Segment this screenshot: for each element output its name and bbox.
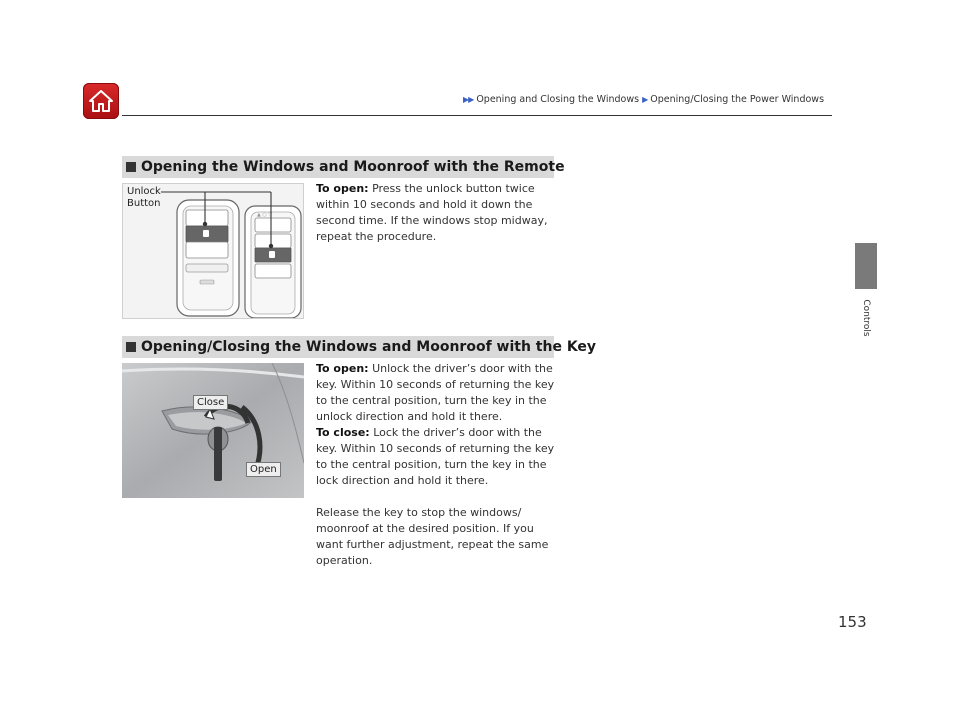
to-open-label: To open: (316, 182, 369, 195)
bullet-square-icon (126, 342, 136, 352)
breadcrumb-item[interactable]: Opening/Closing the Power Windows (650, 94, 825, 105)
to-open-text: Unlock the driver’s door with the key. Within 10 seconds of returning the key to the central position, turn the key in the unlock direction and hold it there. (316, 362, 555, 423)
breadcrumb-arrow-icon: ▶▶ (463, 95, 474, 104)
key-instructions (316, 361, 556, 569)
chapter-tab-label: Controls (861, 299, 871, 337)
section-heading-remote (122, 156, 565, 178)
breadcrumb-item[interactable]: Opening and Closing the Windows (476, 94, 640, 105)
bullet-square-icon (126, 162, 136, 172)
to-close-text: Lock the driver’s door with the key. Within 10 seconds of returning the key to the central position, turn the key in the lock direction and hold it there. (316, 426, 555, 487)
door-key-illustration (122, 363, 304, 498)
remote-instructions (316, 181, 556, 245)
to-close-label: To close: (316, 426, 370, 439)
svg-text:▲ ○ ▽: ▲ ○ ▽ (257, 212, 273, 218)
header-rule (122, 115, 832, 116)
open-callout: Open (246, 462, 281, 477)
door-key-figure (122, 363, 304, 498)
release-text: Release the key to stop the windows/ moonroof at the desired position. If you want further adjustment, repeat the same operation. (316, 506, 549, 567)
close-callout: Close (193, 395, 228, 410)
chapter-tab[interactable] (855, 243, 877, 289)
page-number: 153 (838, 613, 867, 631)
to-open-text: Press the unlock button twice within 10 seconds and hold it down the second time. If the windows stop midway, repeat the procedure. (316, 182, 548, 243)
to-open-label: To open: (316, 362, 369, 375)
section-heading-key (122, 336, 597, 358)
section-heading-text: Opening/Closing the Windows and Moonroof with the Key (141, 339, 597, 355)
section-heading-text: Opening the Windows and Moonroof with the Remote (141, 159, 565, 175)
unlock-button-label: Unlock Button (127, 186, 161, 209)
home-icon (88, 89, 114, 113)
breadcrumb-arrow-icon: ▶ (642, 95, 648, 104)
breadcrumb (463, 94, 824, 105)
home-button[interactable] (83, 83, 119, 119)
